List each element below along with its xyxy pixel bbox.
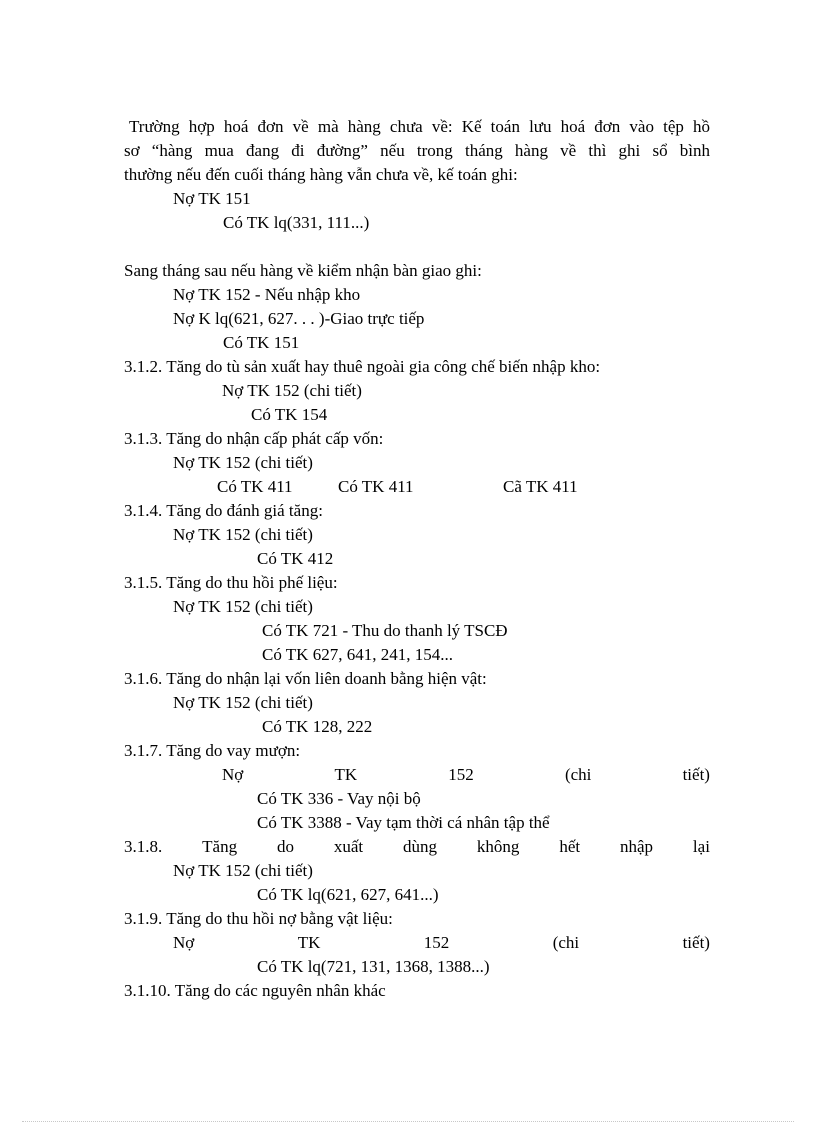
para1-line-1-text: Trường hợp hoá đơn về mà hàng chưa về: Kế toán lưu hoá đơn vào tệp hồ [129, 117, 710, 136]
s318-heading-word: Tăng [202, 837, 238, 856]
para1-line-1 [124, 116, 710, 138]
para1-line-2 [124, 140, 710, 162]
s315-debit: Nợ TK 152 (chi tiết) [173, 597, 313, 616]
entry1-debit: Nợ TK 151 [173, 189, 251, 208]
s314-debit: Nợ TK 152 (chi tiết) [173, 525, 313, 544]
s314-heading: 3.1.4. Tăng do đánh giá tăng: [124, 501, 323, 520]
s319-debit [173, 932, 710, 954]
s317-heading: 3.1.7. Tăng do vay mượn: [124, 741, 301, 760]
para1-line-3: thường nếu đến cuối tháng hàng vẫn chưa về, kế toán ghi: [124, 165, 518, 184]
s317-debit-word: tiết) [682, 765, 710, 784]
s316-debit: Nợ TK 152 (chi tiết) [173, 693, 313, 712]
s319-debit-word: tiết) [682, 933, 710, 952]
s319-credit: Có TK lq(721, 131, 1368, 1388...) [257, 957, 490, 976]
s317-credit-1: Có TK 336 - Vay nội bộ [257, 789, 421, 808]
s318-heading-word: do [276, 837, 294, 856]
s319-debit-word: (chi [552, 933, 580, 952]
entry2-debit-1: Nợ TK 152 - Nếu nhập kho [173, 285, 361, 304]
s318-debit: Nợ TK 152 (chi tiết) [173, 861, 313, 880]
s312-credit: Có TK 154 [251, 405, 328, 424]
s313-credit-b: Có TK 411 [338, 477, 414, 496]
s319-heading: 3.1.9. Tăng do thu hồi nợ bằng vật liệu: [124, 909, 393, 928]
para2: Sang tháng sau nếu hàng về kiểm nhận bàn giao ghi: [124, 261, 482, 280]
s317-credit-2: Có TK 3388 - Vay tạm thời cá nhân tập thể [257, 813, 550, 832]
s3110-heading: 3.1.10. Tăng do các nguyên nhân khác [124, 981, 386, 1000]
entry2-debit-2: Nợ K lq(621, 627. . . )-Giao trực tiếp [173, 309, 425, 328]
s313-debit: Nợ TK 152 (chi tiết) [173, 453, 313, 472]
page-bottom-rule [22, 1121, 794, 1122]
s318-heading-word: dùng [403, 837, 438, 856]
s315-heading: 3.1.5. Tăng do thu hồi phế liệu: [124, 573, 338, 592]
s317-debit [222, 764, 710, 786]
entry1-credit: Có TK lq(331, 111...) [223, 213, 370, 232]
s315-credit-2: Có TK 627, 641, 241, 154... [262, 645, 453, 664]
s319-debit-word: 152 [423, 933, 450, 952]
s317-debit-word: (chi [564, 765, 592, 784]
s313-credit-a: Có TK 411 [217, 477, 293, 496]
s317-debit-word: Nợ [222, 765, 244, 784]
s319-debit-word: Nợ [173, 933, 195, 952]
entry2-credit: Có TK 151 [223, 333, 300, 352]
para1-line-2-text: sơ “hàng mua đang đi đường” nếu trong tháng hàng về thì ghi sổ bình [124, 141, 710, 160]
s317-debit-word: 152 [448, 765, 474, 784]
s313-credit-c: Cã TK 411 [503, 477, 578, 496]
s317-debit-word: TK [334, 765, 358, 784]
s314-credit: Có TK 412 [257, 549, 334, 568]
s318-heading [124, 836, 710, 858]
s318-heading-word: hết [559, 837, 581, 856]
s319-debit-word: TK [297, 933, 321, 952]
s318-heading-word: xuất [333, 837, 364, 856]
s313-heading: 3.1.3. Tăng do nhận cấp phát cấp vốn: [124, 429, 384, 448]
s318-heading-word: không [476, 837, 520, 856]
s312-heading: 3.1.2. Tăng do tù sản xuất hay thuê ngoài gia công chế biến nhập kho: [124, 357, 601, 376]
s312-debit: Nợ TK 152 (chi tiết) [222, 381, 362, 400]
s318-heading-word: nhập [619, 837, 654, 856]
s315-credit-1: Có TK 721 - Thu do thanh lý TSCĐ [262, 621, 508, 640]
s316-heading: 3.1.6. Tăng do nhận lại vốn liên doanh bằng hiện vật: [124, 669, 487, 688]
s318-credit: Có TK lq(621, 627, 641...) [257, 885, 439, 904]
s318-heading-word: lại [692, 837, 710, 856]
s316-credit: Có TK 128, 222 [262, 717, 373, 736]
s318-heading-word: 3.1.8. [124, 837, 163, 856]
